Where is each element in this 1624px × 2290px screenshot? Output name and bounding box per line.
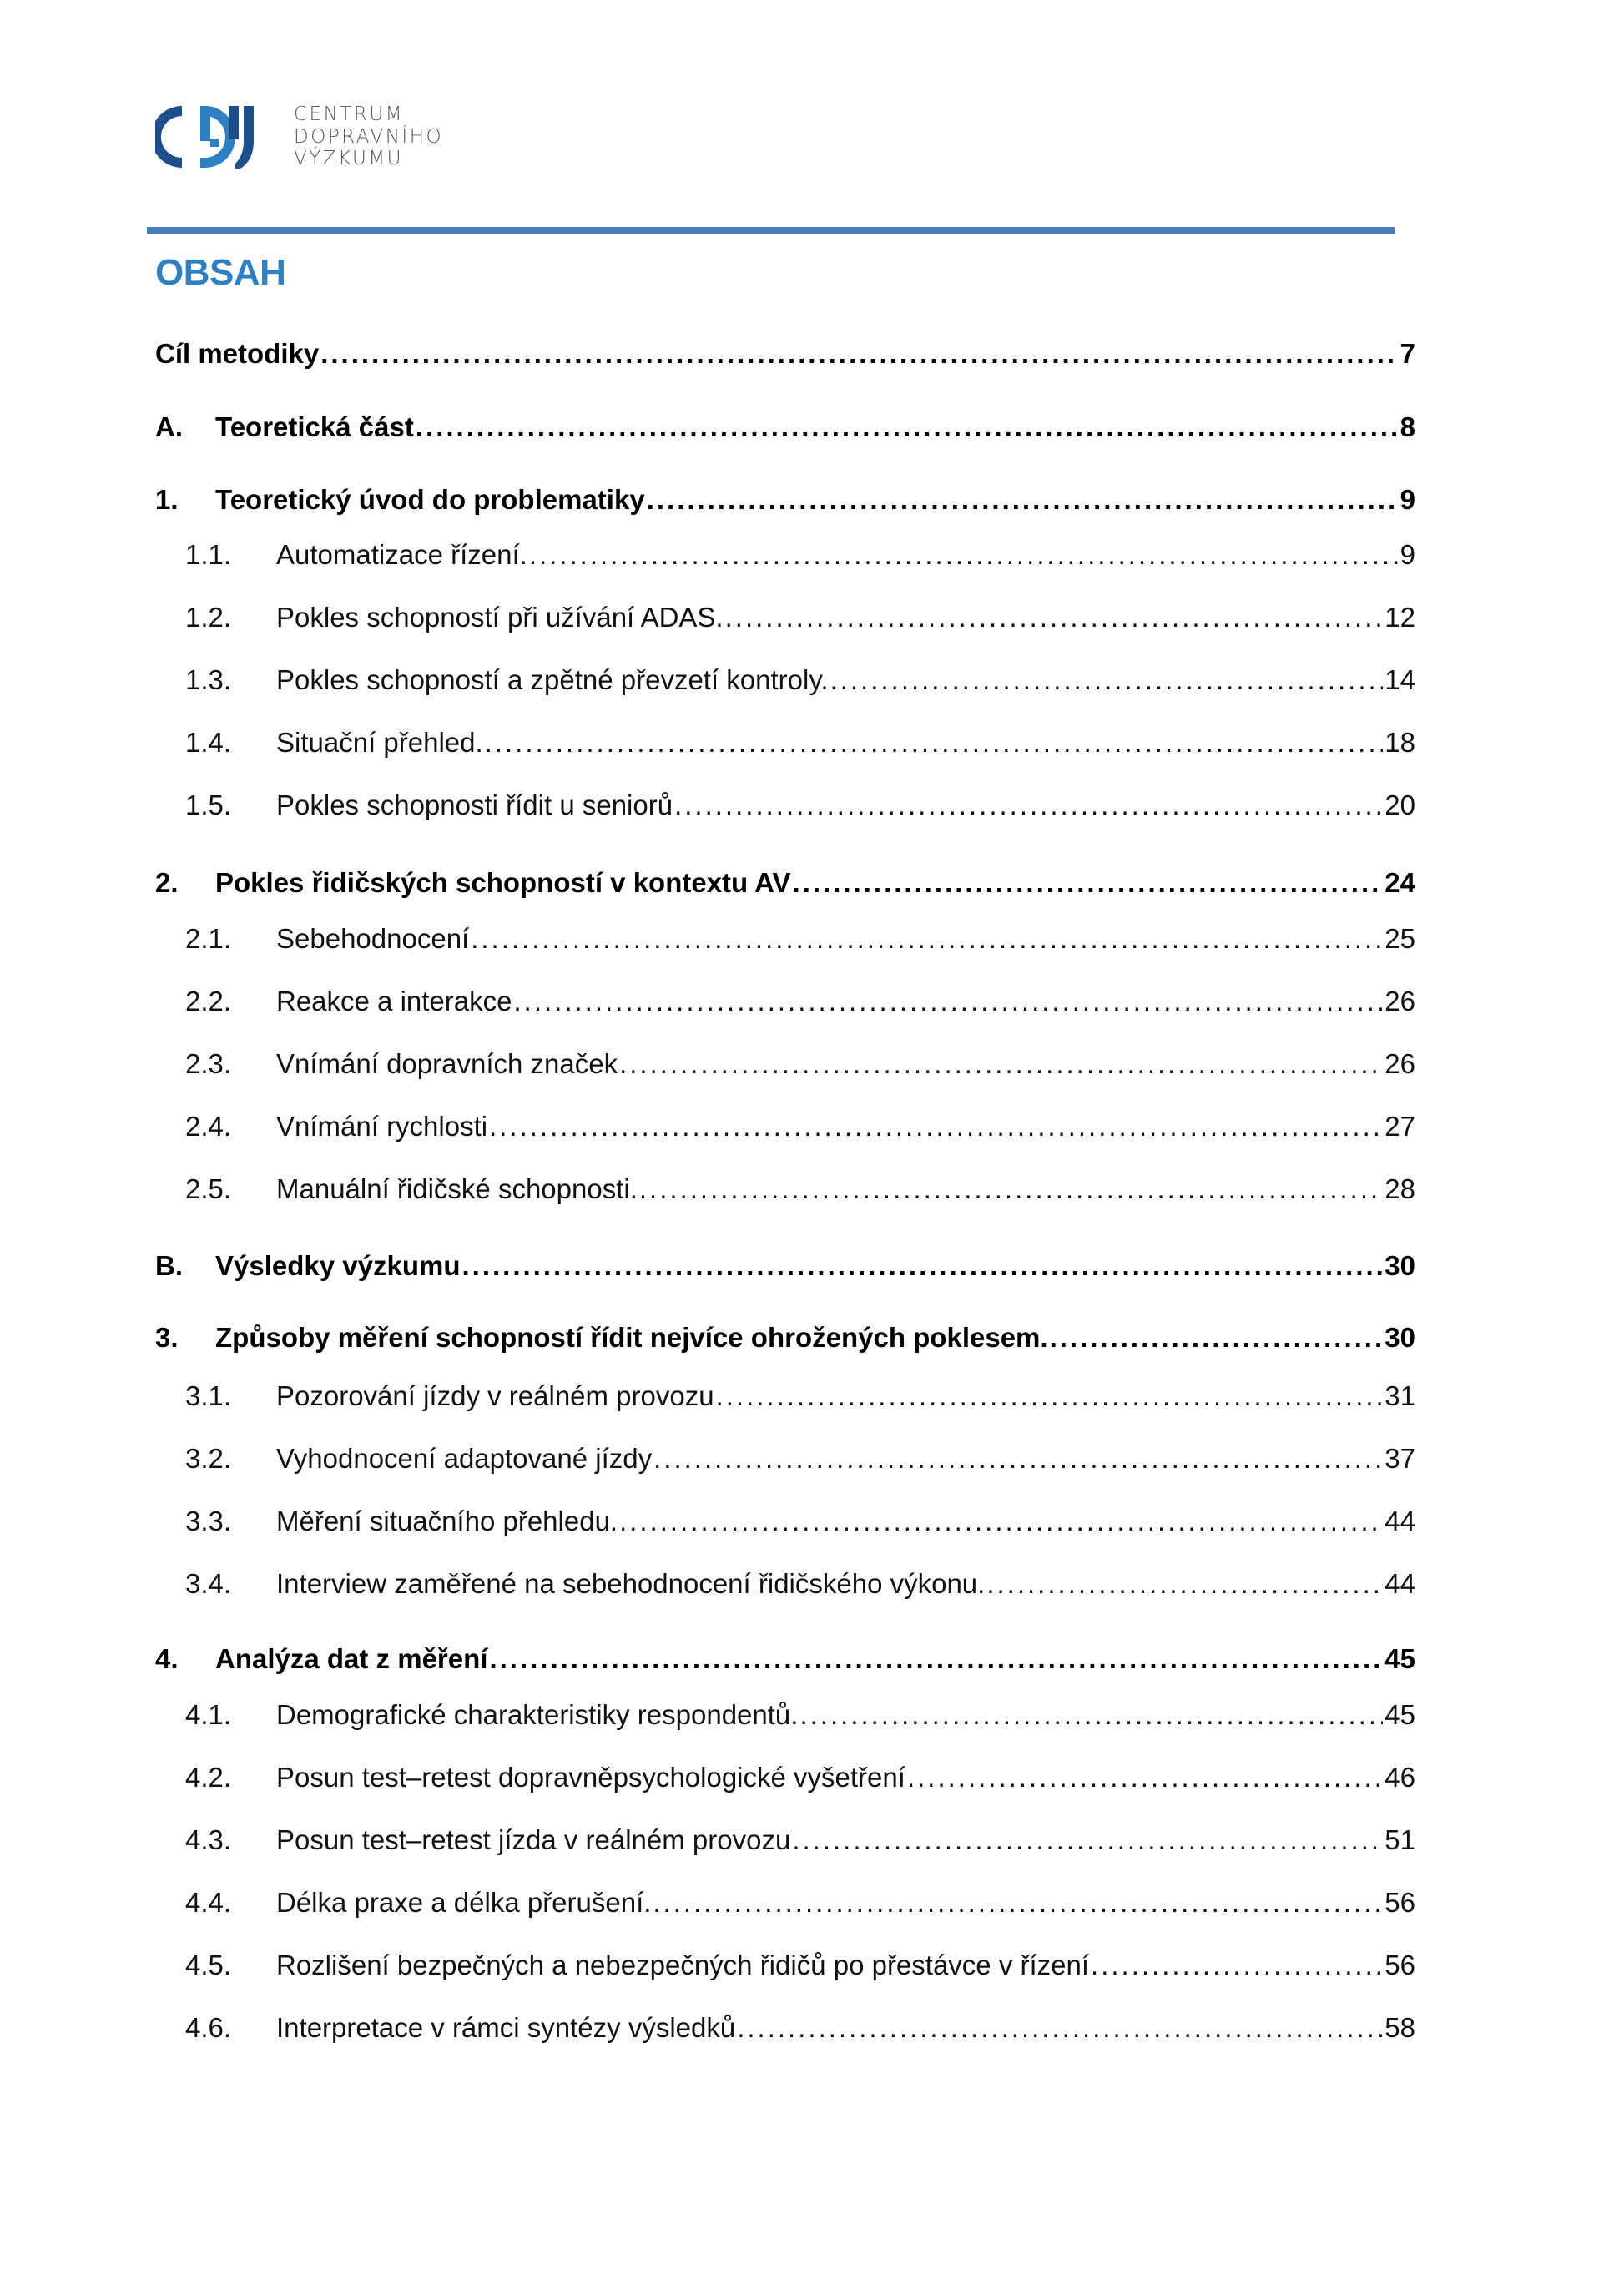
logo-text-line: VÝZKUMU [294, 148, 404, 169]
dot-leader [462, 1248, 1384, 1284]
dot-leader [986, 1566, 1383, 1602]
toc-entry-page-number[interactable]: 9 [1400, 539, 1415, 570]
toc-entry-number: 2.2. [185, 986, 232, 1016]
toc-entry[interactable] [185, 2010, 1415, 2046]
toc-entry[interactable] [155, 1641, 1415, 1677]
dot-leader [489, 1108, 1383, 1145]
toc-entry-page-number[interactable]: 26 [1384, 986, 1415, 1016]
toc-entry-page-number[interactable]: 30 [1384, 1250, 1415, 1281]
toc-title: OBSAH [155, 252, 286, 293]
toc-entry-label[interactable]: Interpretace v rámci syntézy výsledků [276, 2012, 736, 2043]
toc-entry-number: 2.3. [185, 1048, 232, 1079]
dot-leader [1050, 1319, 1384, 1356]
toc-entry-page-number[interactable]: 14 [1384, 664, 1415, 695]
toc-entry-label[interactable]: Teoretická část [215, 411, 414, 442]
toc-entry-label[interactable]: Pokles řidičských schopností v kontextu AV [215, 867, 791, 898]
dot-leader [471, 921, 1383, 957]
toc-entry-label[interactable]: Posun test–retest dopravněpsychologické vyšetření [276, 1762, 905, 1793]
logo-wordmark [294, 103, 443, 170]
toc-entry-label[interactable]: Analýza dat z měření [215, 1643, 488, 1674]
dot-leader [799, 1697, 1383, 1733]
toc-entry-number: 3.3. [185, 1506, 232, 1536]
dot-leader [639, 1171, 1383, 1208]
toc-entry-page-number[interactable]: 44 [1384, 1568, 1415, 1599]
toc-entry-page-number[interactable]: 58 [1384, 2012, 1415, 2043]
toc-entry-number: 4.4. [185, 1887, 232, 1918]
toc-entry[interactable] [185, 1440, 1415, 1477]
dot-leader [416, 409, 1399, 446]
toc-entry-number: 1.4. [185, 727, 232, 758]
toc-entry-page-number[interactable]: 8 [1400, 411, 1415, 442]
toc-entry-page-number[interactable]: 20 [1384, 789, 1415, 820]
toc-entry-number: 4.2. [185, 1762, 232, 1793]
toc-entry[interactable] [185, 1759, 1415, 1796]
dot-leader [793, 865, 1384, 901]
dot-leader [489, 1641, 1383, 1677]
dot-leader [513, 983, 1383, 1020]
toc-entry-number: 4.3. [185, 1824, 232, 1855]
dot-leader [619, 1503, 1383, 1540]
toc-entry[interactable] [185, 1884, 1415, 1921]
toc-entry-page-number[interactable]: 9 [1400, 484, 1415, 515]
toc-entry-number: 1.3. [185, 664, 232, 695]
toc-entry-number: 2.5. [185, 1173, 232, 1204]
logo-v-stem [229, 106, 239, 139]
dot-leader [737, 2010, 1383, 2046]
dot-leader [830, 662, 1384, 699]
logo-d-notch [210, 139, 219, 147]
toc-entry[interactable] [155, 482, 1415, 518]
toc-entry-page-number[interactable]: 25 [1384, 923, 1415, 954]
toc-entry-label[interactable]: Pokles schopností při užívání ADAS. [276, 602, 724, 633]
dot-leader [485, 724, 1384, 761]
logo-d-stem [200, 116, 210, 141]
toc-entry[interactable] [155, 409, 1415, 446]
toc-entry-page-number[interactable]: 46 [1384, 1762, 1415, 1793]
toc-entry[interactable] [155, 335, 1415, 372]
toc-entry[interactable] [185, 787, 1415, 824]
toc-entry[interactable] [185, 1378, 1415, 1415]
toc-entry-page-number[interactable]: 26 [1384, 1048, 1415, 1079]
toc-entry-label[interactable]: Délka praxe a délka přerušení. [276, 1887, 652, 1918]
toc-entry-page-number[interactable]: 31 [1384, 1380, 1415, 1411]
toc-entry[interactable] [185, 1503, 1415, 1540]
dot-leader [619, 1046, 1383, 1082]
toc-entry-page-number[interactable]: 28 [1384, 1173, 1415, 1204]
dot-leader [529, 537, 1399, 573]
toc-entry[interactable] [185, 983, 1415, 1020]
dot-leader [716, 1378, 1384, 1415]
toc-entry-page-number[interactable]: 56 [1384, 1887, 1415, 1918]
toc-entry-label[interactable]: Způsoby měření schopností řídit nejvíce ohrožených poklesem. [215, 1322, 1048, 1353]
toc-entry[interactable] [155, 865, 1415, 901]
toc-entry-label[interactable]: Interview zaměřené na sebehodnocení řidičského výkonu. [276, 1568, 986, 1599]
toc-entry-page-number[interactable]: 7 [1400, 338, 1415, 369]
toc-entry[interactable] [185, 1108, 1415, 1145]
toc-entry-page-number[interactable]: 45 [1384, 1699, 1415, 1730]
toc-entry[interactable] [185, 1171, 1415, 1208]
cdv-logo [155, 103, 464, 170]
dot-leader [647, 482, 1399, 518]
dot-leader [653, 1884, 1383, 1921]
dot-leader [725, 599, 1384, 636]
toc-entry[interactable] [185, 921, 1415, 957]
toc-entry-number: 1.1. [185, 539, 232, 570]
toc-entry-label[interactable]: Cíl metodiky [155, 338, 320, 369]
toc-entry[interactable] [185, 1947, 1415, 1984]
logo-text-line: CENTRUM [294, 103, 405, 125]
toc-entry[interactable] [185, 599, 1415, 636]
toc-entry-label[interactable]: Reakce a interakce [276, 986, 512, 1016]
cdv-logo-mark [155, 103, 289, 170]
toc-entry-page-number[interactable]: 18 [1384, 727, 1415, 758]
header-rule [147, 227, 1395, 234]
toc-entry[interactable] [185, 1046, 1415, 1082]
dot-leader [792, 1822, 1383, 1859]
dot-leader [907, 1759, 1383, 1796]
toc-entry[interactable] [155, 1319, 1415, 1356]
toc-entry-label[interactable]: Vnímání rychlosti [276, 1111, 488, 1142]
dot-leader [320, 335, 1398, 372]
toc-entry[interactable] [185, 662, 1415, 699]
toc-entry-number: 2.1. [185, 923, 232, 954]
dot-leader [1091, 1947, 1383, 1984]
toc-entry-page-number[interactable]: 12 [1384, 602, 1415, 633]
toc-entry[interactable] [185, 1822, 1415, 1859]
dot-leader [653, 1440, 1383, 1477]
toc-entry-page-number[interactable]: 56 [1384, 1950, 1415, 1980]
toc-entry-label[interactable]: Situační přehled. [276, 727, 483, 758]
toc-entry-number: B. [155, 1250, 183, 1281]
toc-entry-page-number[interactable]: 24 [1384, 867, 1415, 898]
toc-entry-number: 3.2. [185, 1443, 232, 1474]
toc-entry-number: 3. [155, 1322, 179, 1353]
toc-entry-label[interactable]: Pozorování jízdy v reálném provozu [276, 1380, 714, 1411]
toc-entry-page-number[interactable]: 37 [1384, 1443, 1415, 1474]
toc-entry[interactable] [185, 1697, 1415, 1733]
dot-leader [674, 787, 1383, 824]
toc-entry-number: 2.4. [185, 1111, 232, 1142]
toc-entry-label[interactable]: Pokles schopností a zpětné převzetí kontroly. [276, 664, 829, 695]
toc-entry[interactable] [185, 1566, 1415, 1602]
toc-entry-page-number[interactable]: 30 [1384, 1322, 1415, 1353]
toc-entry-label[interactable]: Pokles schopnosti řídit u seniorů [276, 789, 673, 820]
toc-entry-number: 1. [155, 484, 179, 515]
toc-entry-number: 1.5. [185, 789, 232, 820]
toc-entry-page-number[interactable]: 45 [1384, 1643, 1415, 1674]
toc-entry-label[interactable]: Automatizace řízení. [276, 539, 527, 570]
toc-entry[interactable] [155, 1248, 1415, 1284]
toc-entry-page-number[interactable]: 51 [1384, 1824, 1415, 1855]
toc-entry-number: 4.1. [185, 1699, 232, 1730]
toc-entry-number: 4.5. [185, 1950, 232, 1980]
toc-entry-label[interactable]: Vyhodnocení adaptované jízdy [276, 1443, 653, 1474]
toc-entry[interactable] [185, 724, 1415, 761]
toc-entry-number: A. [155, 411, 183, 442]
logo-text-line: DOPRAVNÍHO [294, 125, 444, 148]
toc-entry-label[interactable]: Sebehodnocení [276, 923, 470, 954]
toc-entry-label[interactable]: Teoretický úvod do problematiky [215, 484, 645, 515]
toc-entry-number: 3.1. [185, 1380, 232, 1411]
toc-entry-label[interactable]: Rozlišení bezpečných a nebezpečných řidičů po přestávce v řízení [276, 1950, 1090, 1980]
toc-entry-number: 2. [155, 867, 179, 898]
toc-entry-number: 4.6. [185, 2012, 232, 2043]
toc-entry-number: 1.2. [185, 602, 232, 633]
toc-entry-number: 4. [155, 1643, 179, 1674]
toc-entry-label[interactable]: Demografické charakteristiky respondentů. [276, 1699, 799, 1730]
toc-entry[interactable] [185, 537, 1415, 573]
toc-entry-label[interactable]: Posun test–retest jízda v reálném provozu [276, 1824, 791, 1855]
toc-entry-label[interactable]: Výsledky výzkumu [215, 1250, 461, 1281]
toc-entry-number: 3.4. [185, 1568, 232, 1599]
toc-entry-page-number[interactable]: 44 [1384, 1506, 1415, 1536]
toc-entry-label[interactable]: Měření situačního přehledu. [276, 1506, 618, 1536]
toc-entry-label[interactable]: Vnímání dopravních značek [276, 1048, 618, 1079]
logo-letter-c [155, 106, 182, 168]
toc-entry-label[interactable]: Manuální řidičské schopnosti. [276, 1173, 638, 1204]
toc-entry-page-number[interactable]: 27 [1384, 1111, 1415, 1142]
